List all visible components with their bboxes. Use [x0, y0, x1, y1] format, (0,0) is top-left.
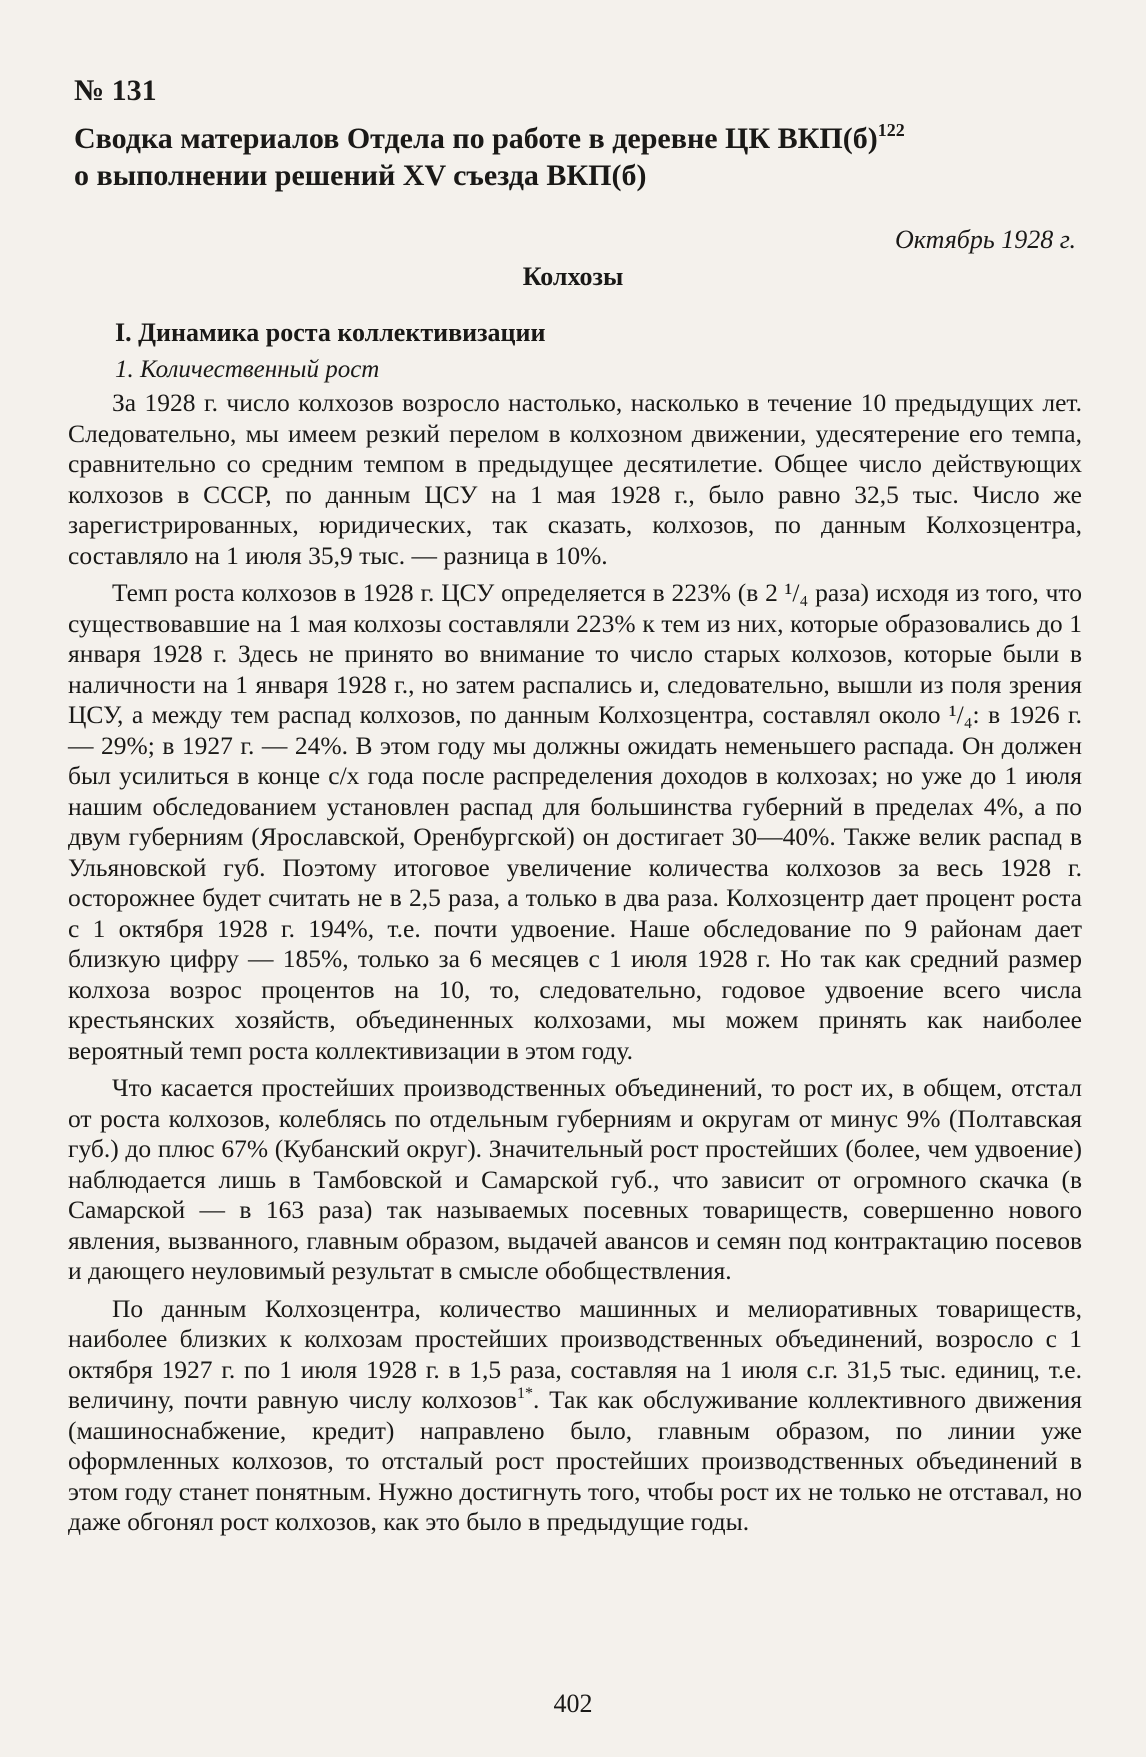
paragraph-4-text-b: . Так как обслуживание коллективного движения (машиноснабжение, кредит) направлено было, главным образом, по линии уже оформленных колхозов, то отсталый рост простейших производственных объединений в этом году станет понятным. Нужно достигнуть того, чтобы рост их не только не отставал, но даже обгонял рост колхозов, как это было в предыдущие годы. [68, 1385, 1082, 1536]
subsection-title: I. Динамика роста коллективизации [115, 318, 546, 347]
document-date: Октябрь 1928 г. [895, 225, 1076, 254]
title-line-2: о выполнении решений XV съезда ВКП(б) [74, 159, 647, 192]
paragraph-2: Темп роста колхозов в 1928 г. ЦСУ определяется в 223% (в 2 ¹/₄ раза) исходя из того, что существовавшие на 1 мая колхозы составляли 223% к тем из них, которые образовались до 1 января 1928 г. Здесь не принято во внимание то число старых колхозов, которые были в наличности на 1 января 1928 г., но затем распались и, следовательно, вышли из поля зрения ЦСУ, а между тем распад колхозов, по данным Колхозцентра, составлял около ¹/₄: в 1926 г. — 29%; в 1927 г. — 24%. В этом году мы должны ожидать неменьшего распада. Он должен был усилиться в конце с/х года после распределения доходов в колхозах; но уже до 1 июля нашим обследованием установлен распад для большинства губерний в пределах 4%, а по двум губерниям (Ярославской, Оренбургской) он достигает 30—40%. Также велик распад в Ульяновской губ. Поэтому итоговое увеличение количества колхозов за весь 1928 г. осторожнее будет считать не в 2,5 раза, а только в два раза. Колхозцентр дает процент роста с 1 октября 1928 г. 194%, т.е. почти удвоение. Наше обследование по 9 районам дает близкую цифру — 185%, только за 6 месяцев с 1 июля 1928 г. Но так как средний размер колхоза возрос процентов на 10, то, следовательно, годовое удвоение всего числа крестьянских хозяйств, объединенных колхозами, мы можем принять как наиболее вероятный темп роста коллективизации в этом году. [68, 578, 1082, 1065]
title-reference-mark: 122 [877, 120, 905, 140]
subsubsection-title: 1. Количественный рост [115, 356, 380, 383]
document-title [74, 120, 1034, 194]
paragraph-1: За 1928 г. число колхозов возросло настолько, насколько в течение 10 предыдущих лет. Следовательно, мы имеем резкий перелом в колхозном движении, удесятерение его темпа, сравнительно со средним темпом в предыдущее десятилетие. Общее число действующих колхозов в СССР, по данным ЦСУ на 1 мая 1928 г., было равно 32,5 тыс. Число же зарегистрированных, юридических, так сказать, колхозов, по данным Колхозцентра, составляло на 1 июля 35,9 тыс. — разница в 10%. [68, 388, 1082, 570]
paragraph-4-text-a: По данным Колхозцентра, количество машинных и мелиоративных товариществ, наиболее близких к колхозам простейших производственных объединений, возросло с 1 октября 1927 г. по 1 июля 1928 г. в 1,5 раза, составляя на 1 июля с.г. 31,5 тыс. единиц, т.е. величину, почти равную числу колхозов [68, 1293, 1082, 1414]
section-title: Колхозы [522, 262, 624, 291]
title-main: Сводка материалов Отдела по работе в деревне ЦК ВКП(б) [74, 122, 878, 155]
footnote-mark: 1* [516, 1385, 533, 1402]
document-number: № 131 [74, 74, 157, 107]
body-text [68, 388, 1082, 1545]
page-number: 402 [553, 1689, 593, 1718]
paragraph-3: Что касается простейших производственных объединений, то рост их, в общем, отстал от роста колхозов, колеблясь по отдельным губерниям и округам от минус 9% (Полтавская губ.) до плюс 67% (Кубанский округ). Значительный рост простейших (более, чем удвоение) наблюдается лишь в Тамбовской и Самарской губ., что зависит от огромного скачка (в Самарской — в 163 раза) так называемых посевных товариществ, совершенно нового явления, вызванного, главным образом, выдачей авансов и семян под контрактацию посевов и дающего неуловимый результат в смысле обобществления. [68, 1073, 1082, 1285]
paragraph-4 [68, 1294, 1082, 1538]
